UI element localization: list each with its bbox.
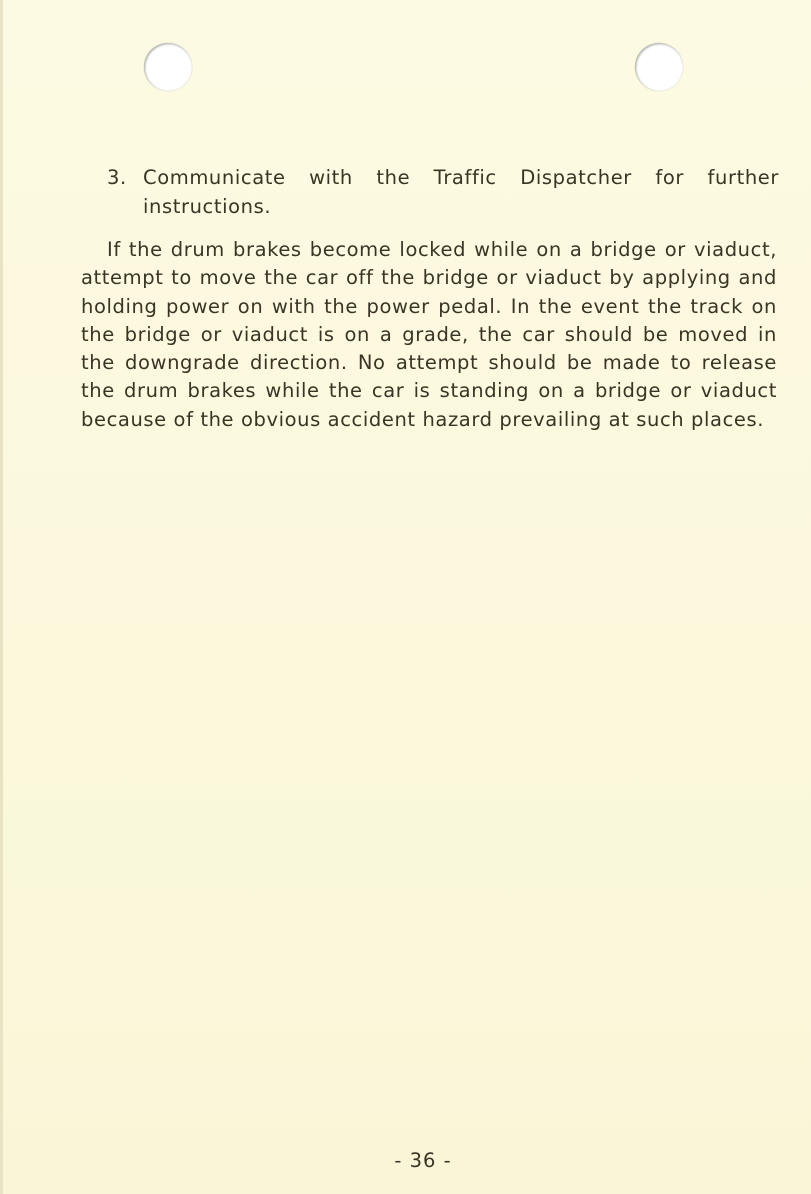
body-paragraph: If the drum brakes become locked while on a bridge or viaduct, attempt to move the car off the bridge or viaduct by applying and holding power on with the power pedal. In the event the track on the bridge or viaduct is on a grade, the car should be moved in the downgrade direction. No attempt should be made to release the drum brakes while the car is standing on a bridge or viaduct because of the obvious accident hazard prevailing at such places. xyxy=(81,238,777,431)
numbered-instruction xyxy=(107,163,779,221)
instruction-number: 3. xyxy=(107,166,127,189)
punch-hole-right xyxy=(635,43,683,91)
page-number: - 36 - xyxy=(394,1149,452,1172)
punch-hole-left xyxy=(144,43,192,91)
instruction-text: Communicate with the Traffic Dispatcher for further instructions. xyxy=(143,166,779,218)
